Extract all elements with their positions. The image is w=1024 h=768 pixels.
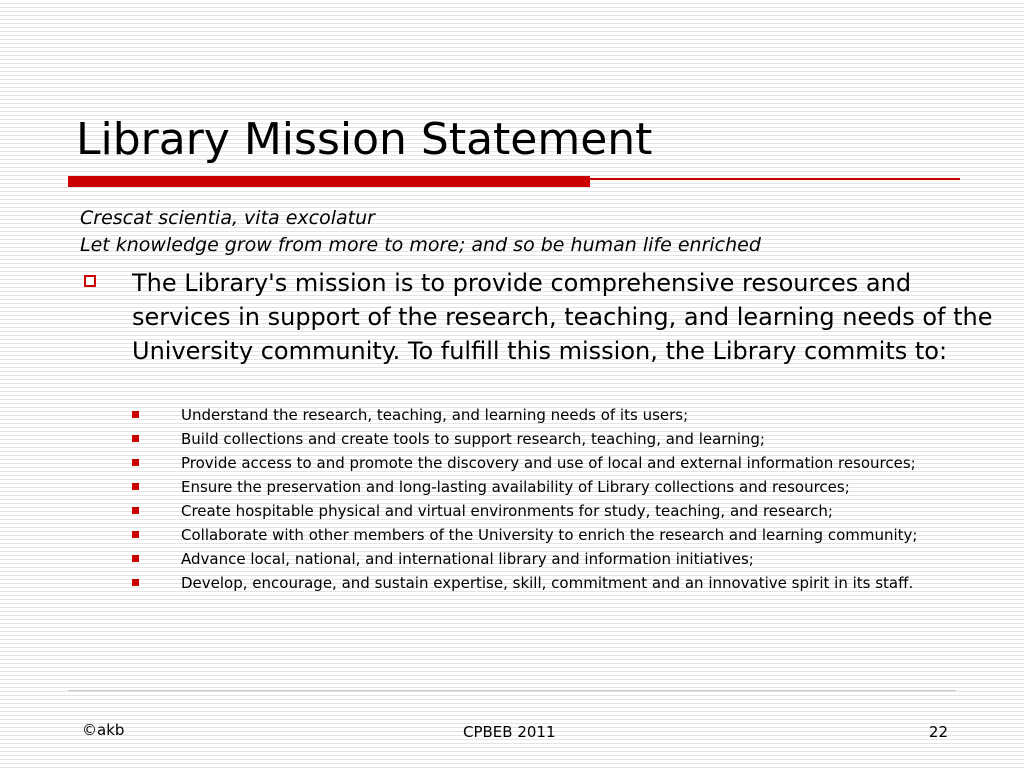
footer-copyright: ©akb <box>82 721 125 739</box>
motto-english: Let knowledge grow from more to more; and so be human life enriched <box>80 234 761 256</box>
commitment-item <box>130 453 980 474</box>
commitment-item <box>130 501 980 522</box>
footer-divider <box>68 690 956 691</box>
commitment-text: Understand the research, teaching, and learning needs of its users; <box>181 406 689 424</box>
filled-square-bullet-icon <box>132 459 139 466</box>
commitment-text: Collaborate with other members of the University to enrich the research and learning community; <box>181 526 918 544</box>
title-underline-thin <box>590 178 960 180</box>
commitment-text: Advance local, national, and international library and information initiatives; <box>181 550 754 568</box>
commitments-list <box>130 405 980 597</box>
commitment-item <box>130 429 980 450</box>
filled-square-bullet-icon <box>132 507 139 514</box>
hollow-square-bullet-icon <box>84 275 96 287</box>
commitment-item <box>130 405 980 426</box>
commitment-item <box>130 525 980 546</box>
commitment-item <box>130 573 980 594</box>
filled-square-bullet-icon <box>132 435 139 442</box>
motto-latin: Crescat scientia, vita excolatur <box>80 207 375 229</box>
main-bullet-point <box>80 266 1010 368</box>
filled-square-bullet-icon <box>132 483 139 490</box>
title-underline-thick <box>68 176 590 187</box>
commitment-text: Develop, encourage, and sustain expertise, skill, commitment and an innovative spirit in its staff. <box>181 574 914 592</box>
commitment-text: Create hospitable physical and virtual environments for study, teaching, and research; <box>181 502 833 520</box>
footer-event: CPBEB 2011 <box>463 723 556 741</box>
mission-text: The Library's mission is to provide comprehensive resources and services in support of the research, teaching, and learning needs of the University community. To fulfill this mission, the Library commits to: <box>132 269 993 365</box>
filled-square-bullet-icon <box>132 579 139 586</box>
filled-square-bullet-icon <box>132 411 139 418</box>
commitment-text: Provide access to and promote the discovery and use of local and external information resources; <box>181 454 916 472</box>
commitment-item <box>130 477 980 498</box>
commitment-text: Build collections and create tools to support research, teaching, and learning; <box>181 430 765 448</box>
slide-number: 22 <box>928 723 948 741</box>
filled-square-bullet-icon <box>132 531 139 538</box>
commitment-text: Ensure the preservation and long-lasting availability of Library collections and resources; <box>181 478 850 496</box>
filled-square-bullet-icon <box>132 555 139 562</box>
commitment-item <box>130 549 980 570</box>
slide-title: Library Mission Statement <box>76 114 653 165</box>
